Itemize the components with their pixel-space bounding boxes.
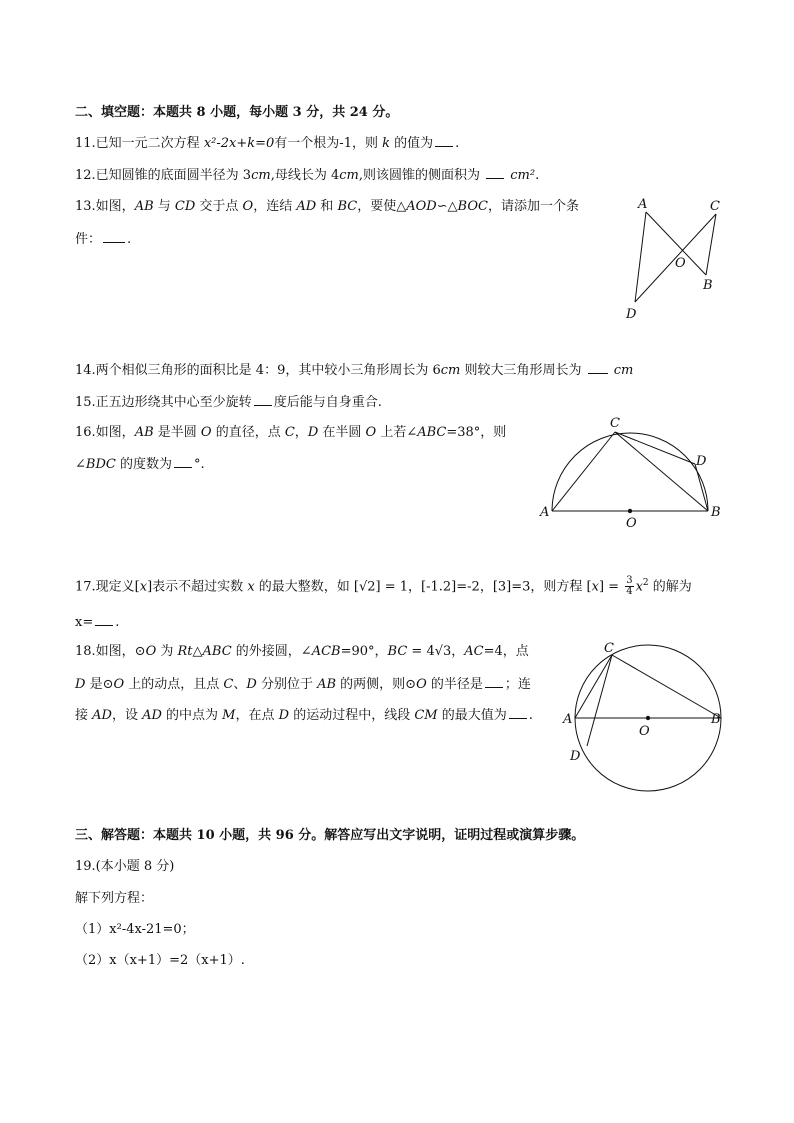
q16-var: D	[307, 425, 319, 440]
q16-text: =38°，则	[446, 425, 507, 440]
q13-text: ，请添加一个条	[487, 199, 579, 214]
q18-text: =90°，	[340, 644, 388, 659]
q18-text: ；连	[504, 677, 531, 692]
q18-text: .	[528, 708, 533, 723]
q13-text: 件：	[75, 232, 102, 247]
q16-text: 的度数为	[115, 457, 172, 472]
answer-blank	[509, 706, 527, 719]
q15-text: 度后能与自身重合.	[273, 395, 382, 410]
q18-text: 上的动点，且点	[124, 677, 224, 692]
q16-text: 上若∠	[376, 425, 418, 440]
q18-text: 、	[233, 677, 247, 692]
q18-var: AD	[142, 708, 162, 723]
label-B: B	[703, 278, 713, 293]
q18-var: C	[223, 677, 234, 692]
q18-var: ACB	[311, 644, 341, 659]
section-2-title: 二、填空题：本题共 8 小题，每小题 3 分，共 24 分。	[75, 105, 399, 120]
q18-text: 是⊙	[85, 677, 114, 692]
q18-text: 的运动过程中，线段	[289, 708, 415, 723]
figure-13	[600, 190, 740, 325]
q17-var: x	[635, 579, 643, 595]
q15-text: 15.正五边形绕其中心至少旋转	[75, 395, 252, 410]
label-D: D	[570, 749, 581, 764]
q13-var: BOC	[457, 199, 488, 214]
q18-text: 18.如图，⊙	[75, 644, 146, 659]
q18-var: AB	[317, 677, 337, 692]
figure-16	[535, 415, 735, 530]
q11-text: 11.已知一元二次方程	[75, 136, 204, 151]
label-C: C	[604, 641, 614, 656]
q14-text: 14.两个相似三角形的面积比是 4：9，其中较小三角形周长为 6	[75, 363, 441, 378]
fraction-3-4	[625, 576, 633, 597]
q13-text: .	[127, 232, 132, 247]
q17-text: x=	[75, 615, 94, 630]
segment-CB	[615, 432, 708, 511]
figure-18	[555, 640, 735, 790]
q18-var: CM	[414, 708, 438, 723]
question-16-line-2	[75, 455, 205, 474]
q17-text: 的最大整数，如 [√2] = 1，[-1.2]=-2，[3]=3，则方程 [	[254, 579, 592, 595]
q17-exponent: 2	[642, 578, 649, 588]
q14-unit: cm	[613, 363, 634, 378]
q18-text: ，在点	[235, 708, 279, 723]
q13-var: BC	[337, 199, 358, 214]
q12-text: 12.已知圆锥的底面圆半径为 3	[75, 168, 252, 183]
q12-text: .	[535, 168, 540, 183]
q16-text: 在半圆	[318, 425, 366, 440]
question-19-part-2: （2）x（x+1）=2（x+1）.	[75, 953, 245, 968]
q16-var: BDC	[85, 457, 116, 472]
q18-var: O	[416, 677, 427, 692]
q16-var: O	[365, 425, 377, 440]
q17-text: 的解为	[648, 579, 692, 595]
segment-AC	[575, 655, 612, 718]
question-18-line-2	[75, 675, 531, 694]
label-A: A	[638, 197, 648, 212]
question-14	[75, 361, 633, 380]
q16-var: ABC	[417, 425, 447, 440]
q17-text: .	[115, 615, 120, 630]
label-O: O	[626, 516, 637, 531]
q17-text: ] =	[598, 579, 624, 595]
q13-var: AB	[134, 199, 154, 214]
q13-text: 和	[316, 199, 338, 214]
q13-text: ，连结	[253, 199, 297, 214]
question-19-title: 19.(本小题 8 分)	[75, 859, 175, 874]
label-O: O	[675, 256, 686, 271]
segment-AD	[635, 212, 646, 302]
q18-var: AD	[92, 708, 112, 723]
q11-text: .	[455, 136, 460, 151]
q16-text: 是半圆	[153, 425, 201, 440]
q11-var: k	[382, 136, 390, 151]
center-point-O	[646, 716, 650, 720]
question-18-line-3	[75, 706, 533, 725]
q18-var: D	[278, 708, 290, 723]
q17-var: x	[591, 579, 599, 595]
q11-text: 有一个根为-1，则	[274, 136, 383, 151]
question-17-line-1	[75, 574, 692, 597]
q13-text: 交于点	[195, 199, 243, 214]
q16-var: AB	[134, 425, 154, 440]
q18-text: 分别位于	[256, 677, 318, 692]
label-D: D	[626, 307, 637, 322]
answer-blank	[435, 134, 453, 147]
q18-text: 的中点为	[161, 708, 223, 723]
q18-var: D	[75, 677, 86, 692]
q16-text: ∠	[75, 457, 86, 472]
segment-CB	[612, 655, 721, 718]
answer-blank	[254, 393, 272, 406]
fraction-numerator: 3	[626, 575, 633, 587]
q17-var: x	[139, 579, 148, 595]
label-O: O	[639, 724, 650, 739]
q18-var: AC	[464, 644, 484, 659]
q12-unit: cm²	[510, 168, 536, 183]
q18-var: M	[222, 708, 236, 723]
question-12	[75, 166, 539, 185]
q12-unit: cm	[251, 168, 271, 183]
q18-var: O	[145, 644, 157, 659]
question-18-line-1	[75, 643, 529, 661]
label-B: B	[711, 712, 721, 727]
q16-text: 16.如图，	[75, 425, 135, 440]
q18-text: =4，点	[483, 644, 529, 659]
q18-var: Rt	[177, 644, 193, 659]
fraction-denominator: 4	[626, 586, 633, 598]
answer-blank	[95, 613, 113, 626]
q17-text: ]表示不超过实数	[147, 579, 248, 595]
q13-var: CD	[174, 199, 196, 214]
label-A: A	[540, 505, 550, 520]
q12-unit: cm	[339, 168, 359, 183]
question-13-line-2	[75, 230, 131, 249]
question-19-part-1: （1）x²-4x-21=0；	[75, 922, 195, 937]
q13-var: AOD	[406, 199, 437, 214]
q13-var: O	[242, 199, 254, 214]
q18-text: 的两侧，则⊙	[336, 677, 417, 692]
answer-blank	[174, 455, 192, 468]
answer-blank	[486, 166, 504, 179]
q18-text: = 4√3，	[407, 644, 465, 659]
q11-text: 的值为	[389, 136, 434, 151]
q18-var: ABC	[202, 644, 232, 659]
q11-equation: x²-2x+k=0	[203, 136, 275, 151]
answer-blank	[588, 361, 608, 374]
q18-text: 的半径是	[426, 677, 483, 692]
segment-CD	[587, 655, 612, 746]
q14-unit: cm	[440, 363, 461, 378]
q12-text: ,母线长为 4	[270, 168, 340, 183]
q18-text: 接	[75, 708, 93, 723]
q16-text: °.	[193, 457, 205, 472]
q16-text: 的直径，点	[211, 425, 285, 440]
answer-blank	[103, 230, 125, 243]
q18-text: 的最大值为	[437, 708, 507, 723]
segment-AC	[552, 432, 615, 511]
q18-text: 为	[156, 644, 178, 659]
center-point-O	[628, 509, 632, 513]
q13-text: ，要使△	[357, 199, 407, 214]
q12-text: ,则该圆锥的侧面积为	[358, 168, 485, 183]
label-D: D	[696, 454, 707, 469]
label-B: B	[711, 505, 721, 520]
q18-text: ，设	[111, 708, 143, 723]
q16-text: ，	[294, 425, 308, 440]
question-16-line-1	[75, 424, 506, 442]
section-3-title: 三、解答题：本题共 10 小题，共 96 分。解答应写出文字说明，证明过程或演算步骤。	[75, 828, 585, 843]
label-C: C	[710, 199, 720, 214]
question-17-line-2	[75, 613, 119, 632]
label-C: C	[610, 416, 620, 431]
segment-DB	[695, 464, 708, 511]
q14-text: 则较大三角形周长为	[460, 363, 586, 378]
question-11	[75, 134, 459, 153]
q18-var: BC	[387, 644, 408, 659]
label-A: A	[563, 712, 573, 727]
q17-var: x	[247, 579, 255, 595]
q13-text: 与	[153, 199, 175, 214]
answer-blank	[485, 675, 503, 688]
q13-text: 13.如图，	[75, 199, 135, 214]
q13-var: AD	[296, 199, 317, 214]
q18-var: D	[246, 677, 257, 692]
question-13-line-1	[75, 198, 579, 216]
q16-var: O	[200, 425, 212, 440]
q18-var: O	[113, 677, 125, 692]
question-15	[75, 393, 382, 412]
q17-text: 17.现定义[	[75, 579, 140, 595]
q16-var: C	[284, 425, 295, 440]
question-19-intro: 解下列方程：	[75, 891, 154, 906]
q18-text: 的外接圆，∠	[231, 644, 312, 659]
q13-text: ∽△	[436, 199, 458, 214]
q18-text: △	[192, 644, 203, 659]
